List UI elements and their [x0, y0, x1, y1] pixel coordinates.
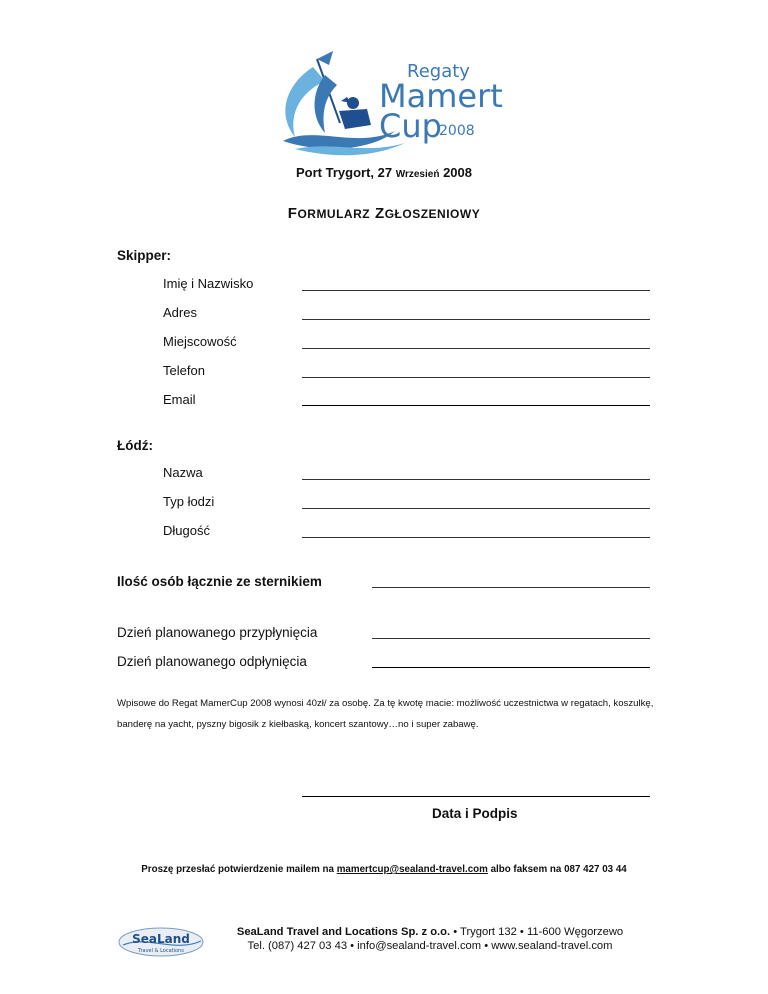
svg-text:Mamert: Mamert: [379, 77, 503, 115]
fee-note-line-1: Wpisowe do Regat MamerCup 2008 wynosi 40zł/ za osobę. Za tę kwotę macie: możliwość uczestnictwa w regatach, koszulkę,: [117, 698, 654, 709]
svg-text:2008: 2008: [439, 123, 475, 139]
svg-text:Travel & Locations: Travel & Locations: [138, 948, 184, 954]
fee-note: [117, 693, 657, 735]
field-line-boat-length[interactable]: [302, 537, 650, 538]
field-line-boat-name[interactable]: [302, 479, 650, 480]
event-date: Port Trygort, 27 Wrzesień 2008: [296, 165, 472, 180]
field-label-city: Miejscowość: [163, 334, 237, 349]
field-line-phone[interactable]: [302, 377, 650, 378]
confirmation-email-link[interactable]: mamertcup@sealand-travel.com: [336, 864, 488, 875]
field-line-email[interactable]: [302, 405, 650, 406]
svg-text:Cup: Cup: [379, 107, 442, 145]
field-line-address[interactable]: [302, 319, 650, 320]
field-label-name: Imię i Nazwisko: [163, 276, 254, 291]
fee-note-line-2: banderę na yacht, pyszny bigosik z kiełbaską, koncert szantowy…no i super zabawę.: [117, 719, 479, 730]
mamert-cup-logo: [255, 45, 513, 160]
footer-company-line: SeaLand Travel and Locations Sp. z o.o. • Trygort 132 • 11-600 Węgorzewo: [236, 926, 624, 938]
field-line-boat-type[interactable]: [302, 508, 650, 509]
boat-heading: Łódź:: [117, 438, 153, 453]
field-line-departure[interactable]: [372, 667, 650, 668]
form-title: FORMULARZ ZGŁOSZENIOWY: [287, 205, 481, 222]
signature-label: Data i Podpis: [432, 806, 518, 821]
skipper-heading: Skipper:: [117, 248, 172, 263]
departure-label: Dzień planowanego odpłynięcia: [117, 654, 307, 669]
field-label-boat-name: Nazwa: [163, 465, 203, 480]
field-label-address: Adres: [163, 305, 197, 320]
field-line-crew-count[interactable]: [372, 587, 650, 588]
field-line-city[interactable]: [302, 348, 650, 349]
field-line-arrival[interactable]: [372, 638, 650, 639]
svg-text:SeaLand: SeaLand: [132, 932, 190, 946]
field-line-name[interactable]: [302, 290, 650, 291]
field-label-email: Email: [163, 392, 196, 407]
sealand-logo: [117, 925, 205, 959]
svg-text:Regaty: Regaty: [407, 61, 470, 82]
confirmation-text: Proszę przesłać potwierdzenie mailem na mamertcup@sealand-travel.com albo faksem na 087 427 03 44: [141, 864, 627, 875]
footer-contact-line: Tel. (087) 427 03 43 • info@sealand-travel.com • www.sealand-travel.com: [247, 940, 613, 952]
signature-line[interactable]: [302, 796, 650, 797]
field-label-boat-type: Typ łodzi: [163, 494, 215, 509]
field-label-boat-length: Długość: [163, 523, 210, 538]
field-label-phone: Telefon: [163, 363, 205, 378]
arrival-label: Dzień planowanego przypłynięcia: [117, 625, 318, 640]
crew-count-label: Ilość osób łącznie ze sternikiem: [117, 574, 322, 589]
